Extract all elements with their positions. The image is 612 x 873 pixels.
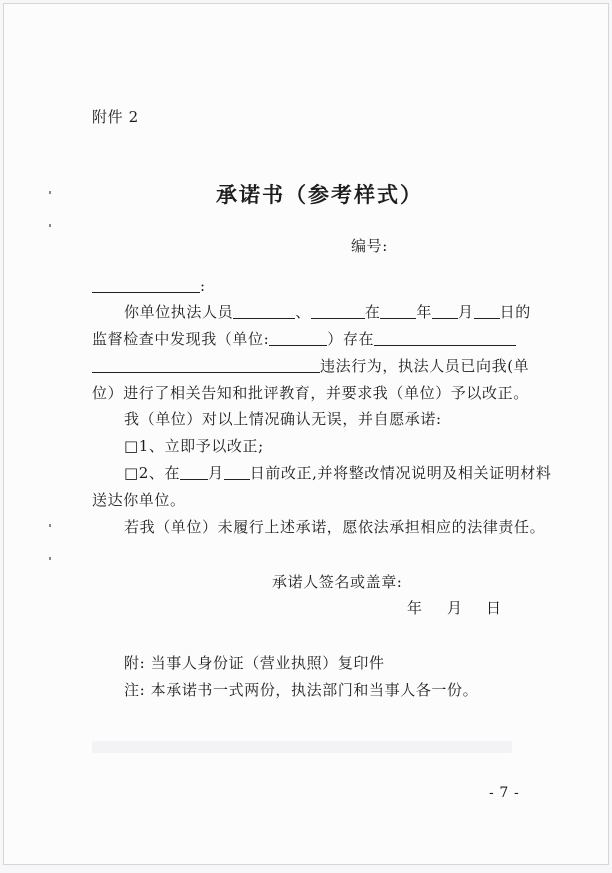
p1-text-h: ）存在: [327, 330, 375, 348]
document-title: 承诺书（参考样式）: [216, 182, 423, 207]
paragraph-1-line-1: [124, 302, 531, 322]
paragraph-1-line-2: [92, 329, 516, 349]
p1-text-g: 监督检查中发现我（单位:: [92, 330, 270, 348]
addressee-blank[interactable]: [92, 276, 200, 293]
signature-label: 承诺人签名或盖章:: [272, 573, 403, 591]
number-label: 编号:: [351, 237, 388, 255]
p1-text-j: 位）进行了相关告知和批评教育，并要求我（单位）予以改正。: [92, 384, 529, 402]
attachment-note: 附: 当事人身份证（营业执照）复印件: [124, 654, 385, 672]
paragraph-2: 我（单位）对以上情况确认无误，并自愿承诺:: [124, 410, 442, 428]
addressee-line: [92, 276, 206, 296]
document-page: [3, 3, 609, 865]
paragraph-1-line-3: [92, 356, 529, 376]
p1-text-a: 你单位执法人员: [124, 303, 234, 321]
p1-text-i: 违法行为，执法人员已向我(单: [320, 357, 530, 375]
date-year: 年: [407, 599, 423, 617]
scan-mark: [49, 524, 51, 527]
p1-text-e: 月: [458, 303, 474, 321]
scan-mark: [49, 191, 51, 194]
page-number: - 7 -: [489, 785, 520, 801]
violation-blank-1[interactable]: [374, 329, 516, 346]
addressee-colon: :: [200, 277, 206, 295]
option-2-day-blank[interactable]: [224, 463, 250, 480]
month-blank[interactable]: [432, 302, 458, 319]
bleed-through-shadow: [92, 741, 512, 753]
option-1[interactable]: □1、立即予以改正;: [124, 437, 264, 455]
date-day: 日: [486, 599, 502, 617]
p1-text-b: 、: [295, 303, 311, 321]
paragraph-3: 若我（单位）未履行上述承诺，愿依法承担相应的法律责任。: [124, 518, 546, 536]
p1-text-c: 在: [364, 303, 381, 321]
officer-1-blank[interactable]: [233, 302, 295, 319]
unit-blank[interactable]: [269, 329, 327, 346]
option-2-line-2: 送达你单位。: [92, 491, 186, 509]
p1-text-f: 日的: [499, 303, 531, 321]
option-2-line-1[interactable]: [124, 463, 552, 483]
option-2-text-b: 月: [208, 464, 224, 482]
scan-mark: [49, 557, 51, 560]
option-2-text-a: □2、在: [124, 464, 181, 482]
date-month: 月: [447, 599, 463, 617]
option-2-text-c: 日前改正,并将整改情况说明及相关证明材料: [249, 464, 552, 482]
violation-blank-2[interactable]: [92, 356, 320, 373]
year-blank[interactable]: [380, 302, 416, 319]
attachment-label: 附件 2: [92, 108, 139, 126]
scan-mark: [49, 224, 51, 227]
option-2-month-blank[interactable]: [180, 463, 208, 480]
footnote: 注: 本承诺书一式两份，执法部门和当事人各一份。: [124, 681, 479, 699]
p1-text-d: 年: [416, 303, 433, 321]
day-blank[interactable]: [474, 302, 500, 319]
officer-2-blank[interactable]: [311, 302, 365, 319]
